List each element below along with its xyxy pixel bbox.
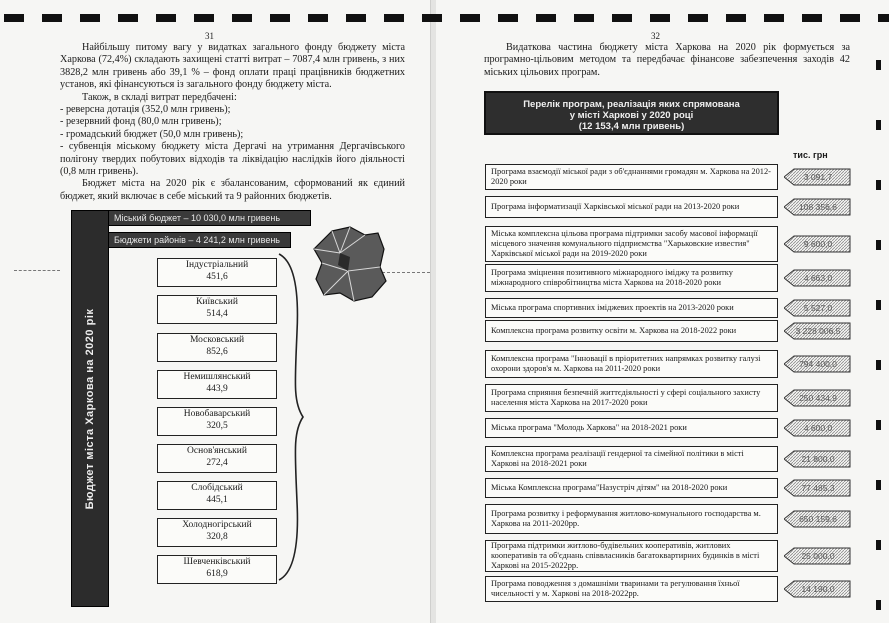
district-value: 852,6 [206, 347, 228, 357]
program-amount-arrow [784, 510, 852, 528]
paragraph: Також, в складі витрат передбачені: [82, 91, 237, 103]
border-dash [308, 14, 328, 22]
border-dash [726, 14, 746, 22]
list-item: - громадський бюджет (50,0 млн гривень); [60, 128, 244, 140]
program-amount-arrow [784, 299, 852, 317]
list-item: - резервний фонд (80,0 млн гривень); [60, 116, 222, 128]
district-name: Індустріальний [185, 260, 249, 270]
border-dash [764, 14, 784, 22]
border-dash [346, 14, 366, 22]
city-budget-banner: Міський бюджет – 10 030,0 млн гривень [107, 210, 311, 226]
district-name: Слобідський [191, 483, 243, 493]
left-page-text [60, 42, 405, 203]
programs-header-line: (12 153,4 млн гривень) [578, 121, 685, 132]
program-title: Комплексна програма "Інновації в пріоритетних напрямках розвитку галузі охорони здоров'я м. Харкова на 2011-2020 роки [491, 354, 761, 373]
program-title: Міська Комплексна програма"Назустріч дітям" на 2018-2020 роки [491, 483, 728, 492]
list-item: - реверсна дотація (352,0 млн гривень); [60, 104, 231, 116]
district-box [157, 258, 277, 287]
top-dash-border [0, 14, 889, 22]
edge-mark [876, 240, 881, 250]
program-amount-arrow [784, 547, 852, 565]
district-box [157, 481, 277, 510]
edge-mark [876, 540, 881, 550]
program-amount: 108 356,6 [799, 202, 837, 212]
program-title: Міська програма спортивних іміджевих проектів на 2013-2020 роки [491, 303, 734, 312]
program-amount-arrow [784, 389, 852, 407]
kharkiv-district-map [310, 223, 388, 305]
district-box [157, 444, 277, 473]
program-title: Програма поводження з домашніми тваринами та регулювання їхньої чисельності у м. Харкові на 2018-2022рр. [491, 579, 740, 598]
district-box [157, 518, 277, 547]
border-dash [878, 14, 889, 22]
program-amount-arrow [784, 235, 852, 253]
budget-vertical-bar [71, 210, 109, 607]
unit-label: тис. грн [793, 150, 828, 160]
edge-mark [876, 480, 881, 490]
border-dash [194, 14, 214, 22]
program-title: Програма підтримки житлово-будівельних кооперативів, житлових кооперативів та об'єднань співвласників багатоквартирних будинків в місті Харкові на 2015-2022рр. [491, 541, 760, 570]
edge-mark [876, 180, 881, 190]
program-amount: 4 663,0 [803, 273, 833, 283]
program-item [485, 478, 778, 498]
program-item [485, 446, 778, 472]
paragraph: Найбільшу питому вагу у видатках загального фонду бюджету міста Харкова (72,4%) складають захищені статті витрат – 7087,4 млн гривень, з них 3828,2 млн гривень або 39,1 % – фонд оплати праці працівників бюджетних установ, які фінансуються із загального фонду бюджету міста. [60, 42, 405, 91]
district-name: Київський [196, 297, 238, 307]
program-amount-arrow [784, 479, 852, 497]
program-amount-arrow [784, 269, 852, 287]
program-amount: 9 600,0 [803, 239, 833, 249]
district-name: Новобаварський [183, 409, 251, 419]
paragraph: Бюджет міста на 2020 рік є збалансованим, сформований як єдиний бюджет, який включає в себе міський та 9 районних бюджетів. [60, 178, 405, 202]
right-page-number: 32 [651, 31, 660, 41]
program-title: Комплексна програма розвитку освіти м. Харкова на 2018-2022 роки [491, 326, 737, 335]
program-amount-arrow [784, 355, 852, 373]
district-value: 451,6 [206, 272, 228, 282]
program-item [485, 264, 778, 292]
border-dash [270, 14, 290, 22]
right-page-intro [484, 42, 850, 79]
district-budgets-banner: Бюджети районів – 4 241,2 млн гривень [107, 232, 291, 248]
edge-mark [876, 60, 881, 70]
program-amount-arrow [784, 322, 852, 340]
district-box [157, 407, 277, 436]
program-amount: 5 527,0 [803, 303, 833, 313]
district-name: Немишлянський [183, 372, 251, 382]
district-name: Холодногірський [182, 520, 252, 530]
border-dash [498, 14, 518, 22]
district-box [157, 555, 277, 584]
program-item [485, 226, 778, 262]
border-dash [4, 14, 24, 22]
border-dash [422, 14, 442, 22]
border-dash [536, 14, 556, 22]
edge-mark [876, 300, 881, 310]
border-dash [612, 14, 632, 22]
program-amount: 250 434,9 [799, 393, 837, 403]
program-title: Комплексна програма реалізації гендерної та сімейної політики в місті Харкові на 2018-2021 роки [491, 449, 744, 468]
program-amount-arrow [784, 198, 852, 216]
program-title: Програма сприяння безпечній життєдіяльності у сфері соціального захисту населення міста Харкова на 2017-2020 роки [491, 388, 761, 407]
program-amount: 25 000,0 [801, 551, 835, 561]
program-item [485, 298, 778, 318]
programs-header-line: Перелік програм, реалізація яких спрямована [523, 99, 740, 110]
program-item [485, 350, 778, 378]
list-item: - субвенція міському бюджету міста Дергачі на утримання Дергачівського полігону твердих побутових відходів та ліквідацію наслідків його діяльності (0,8 млн гривень). [60, 141, 405, 178]
program-amount-arrow [784, 580, 852, 598]
paragraph: Видаткова частина бюджету міста Харкова на 2020 рік формується за програмно-цільовим методом та передбачає фінансове забезпечення заходів 42 міських цільових програм. [484, 42, 850, 78]
program-item [485, 576, 778, 602]
district-name: Московський [189, 335, 245, 345]
program-title: Програма розвитку і реформування житлово-комунального господарства м. Харкова на 2011-2020рр. [491, 509, 761, 528]
program-amount-arrow [784, 168, 852, 186]
programs-header [484, 91, 779, 135]
border-dash [80, 14, 100, 22]
curly-brace [277, 252, 307, 582]
edge-mark [876, 420, 881, 430]
district-value: 320,8 [206, 532, 228, 542]
program-amount-arrow [784, 419, 852, 437]
district-name: Шевченківський [183, 557, 251, 567]
program-amount: 650 159,6 [799, 514, 837, 524]
district-box [157, 333, 277, 362]
border-dash [156, 14, 176, 22]
program-item [485, 418, 778, 438]
district-name: Основ'янський [187, 446, 247, 456]
border-dash [650, 14, 670, 22]
border-dash [802, 14, 822, 22]
program-item [485, 384, 778, 412]
program-amount: 77 485,3 [801, 483, 835, 493]
program-title: Міська програма "Молодь Харкова" на 2018-2021 роки [491, 423, 687, 432]
program-item [485, 504, 778, 534]
budget-vertical-label: Бюджет міста Харкова на 2020 рік [84, 308, 96, 509]
border-dash [574, 14, 594, 22]
district-value: 514,4 [206, 309, 228, 319]
border-dash [460, 14, 480, 22]
district-box [157, 370, 277, 399]
program-amount: 4 600,0 [803, 423, 833, 433]
program-amount: 794 400,0 [799, 359, 837, 369]
program-title: Програма інформатизації Харківської міської ради на 2013-2020 роки [491, 202, 740, 211]
program-amount-arrow [784, 450, 852, 468]
district-value: 320,5 [206, 421, 228, 431]
border-dash [232, 14, 252, 22]
border-dash [118, 14, 138, 22]
border-dash [688, 14, 708, 22]
program-amount: 3 228 006,5 [795, 326, 841, 336]
district-value: 443,9 [206, 384, 228, 394]
district-value: 272,4 [206, 458, 228, 468]
programs-header-line: у місті Харкові у 2020 році [569, 110, 694, 121]
program-item [485, 164, 778, 190]
left-page-number: 31 [205, 31, 214, 41]
program-title: Програма зміцнення позитивного міжнародного іміджу та розвитку міжнародного співробітництва міста Харкова на 2018-2020 роки [491, 268, 733, 287]
border-dash [840, 14, 860, 22]
program-title: Програма взаємодії міської ради з об'єднаннями громадян м. Харкова на 2012-2020 роки [491, 167, 771, 186]
border-dash [384, 14, 404, 22]
program-item [485, 196, 778, 218]
program-amount: 3 091,7 [803, 172, 833, 182]
program-item [485, 540, 778, 572]
program-title: Міська комплексна цільова програма підтримки засобу масової інформації місцевого значення комунального підприємства "Харьковские известия" Харківської міської ради на 2019-2020 роки [491, 229, 758, 258]
program-item [485, 320, 778, 342]
district-box [157, 295, 277, 324]
dashed-line [14, 270, 60, 271]
edge-mark [876, 360, 881, 370]
district-value: 618,9 [206, 569, 228, 579]
edge-mark [876, 120, 881, 130]
district-value: 445,1 [206, 495, 228, 505]
edge-mark [876, 600, 881, 610]
program-amount: 14 190,0 [801, 584, 835, 594]
program-amount: 21 800,0 [801, 454, 835, 464]
border-dash [42, 14, 62, 22]
